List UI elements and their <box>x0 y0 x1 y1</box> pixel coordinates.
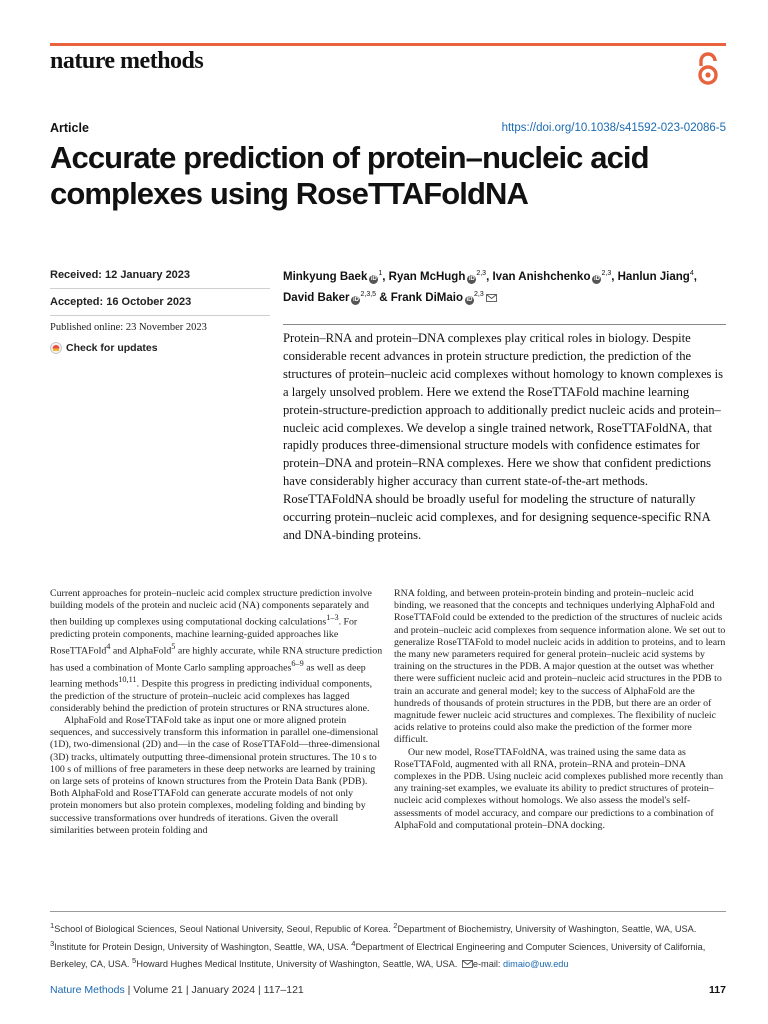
header-rule <box>50 43 726 46</box>
article-dates <box>50 262 270 354</box>
orcid-icon[interactable]: iD <box>466 296 473 303</box>
affiliations: $^1$School of Biological Sciences, Seoul National University, Seoul, Republic of Korea. $^2$Department of Biochemistry, University of Washington, Seattle, WA, USA. $^3$Institute for Protein Design, University of Washington, Seattle, WA, USA. $^4$Department of Electrical Engineering and Computer Sciences, University of California, Berkeley, CA, USA. $^5$Howard Hughes Medical Institute, University of Washington, Seattle, WA, USA. e-mail: dimaio@uw.edu <box>50 921 706 970</box>
orcid-icon[interactable]: iD <box>593 275 600 282</box>
citation[interactable]: 1–3 <box>326 613 339 623</box>
check-updates-label: Check for updates <box>66 342 158 354</box>
abstract: Protein–RNA and protein–DNA complexes play critical roles in biology. Despite considerable recent advances in protein structure prediction, the prediction of the structures of protein–nucleic acid complexes without homology to known complexes is a largely unsolved problem. Here we extend the RoseTTAFold machine learning protein-structure-prediction approach to additionally predict nucleic acids and protein–nucleic acid complexes. We develop a single trained network, RoseTTAFoldNA, that rapidly produces three-dimensional structure models with confidence estimates for protein–DNA and protein–RNA complexes. Here we show that confident predictions have considerably higher accuracy than current state-of-the-art methods. RoseTTAFoldNA should be broadly useful for modeling the structure of naturally occurring protein–nucleic acid complexes, and for designing sequence-specific RNA and DNA-binding proteins. <box>283 331 723 542</box>
author-affiliation: 2,3 <box>476 270 487 277</box>
author-separator: , <box>382 270 386 283</box>
author-name: Hanlun Jiang <box>617 270 690 283</box>
page-title <box>50 140 730 212</box>
footer-pages: 117–121 <box>263 984 304 996</box>
author[interactable] <box>389 271 490 283</box>
email-label: e-mail: <box>472 959 504 970</box>
body-paragraph: Current approaches for protein–nucleic acid complex structure prediction involve building models of the protein and nucleic acid (NA) components separately and then building up complexes using computational docking calculations$^{1-3}$. For predicting protein components, machine learning-guided approaches like RoseTTAFold$^4$ and AlphaFold$^5$ are highly accurate, while RNA structure prediction has used a combination of Monte Carlo sampling approaches$^{6-9}$ as well as deep learning methods$^{10,11}$. Despite this progress in predicting individual components, the prediction of the structure of protein–nucleic acid complexes has lagged considerably behind the prediction of protein structures or RNA structures alone. <box>50 588 383 714</box>
email-icon <box>462 960 473 968</box>
doi-link[interactable]: https://doi.org/10.1038/s41592-023-02086-5 <box>501 122 726 134</box>
orcid-icon[interactable]: iD <box>352 296 359 303</box>
published-date: Published online: 23 November 2023 <box>50 322 207 333</box>
author-separator: , <box>486 270 490 283</box>
check-updates-link[interactable] <box>50 342 270 354</box>
journal-name[interactable]: nature methods <box>50 48 204 74</box>
abstract-rule <box>283 324 726 325</box>
article-type: Article <box>50 121 89 135</box>
footer-volume: Volume 21 <box>133 984 183 996</box>
email-icon[interactable] <box>486 294 497 302</box>
body-paragraph: Our new model, RoseTTAFoldNA, was trained using the same data as RoseTTAFold, augmented with all RNA, protein–RNA and protein–DNA complexes in the PDB. Using nucleic acid complexes published more recently than any training-set examples, we evaluate its ability to predict structures of protein–nucleic acid complexes without homologs. We also assess the model's self-assessments of model accuracy, and compare our predictions to a combination of AlphaFold and computational protein–DNA docking. <box>394 746 724 831</box>
author-name: Ivan Anishchenko <box>492 270 591 283</box>
body-paragraph: RNA folding, and between protein-protein binding and protein–nucleic acid binding, we reasoned that the concepts and techniques underlying AlphaFold and RoseTTAFold could be extended to the prediction of the structures of nucleic acids and protein–nucleic acid complexes from sequence information alone. We set out to generalize RoseTTAFold to model nucleic acids in addition to proteins, and to learn the many new parameters required for general protein–nucleic acid systems by training on the structures in the PDB. A major question at the outset was whether there were sufficient nucleic acid and protein–nucleic acid structures in the PDB to train an accurate and general model; key to the success of AlphaFold are the hundreds of thousands of protein structures in the PDB, but there are an order of magnitude fewer nucleic acid structures and complexes. The flexibility of nucleic acids relative to proteins could also make the prediction of the former more difficult. <box>394 588 726 746</box>
title-line: Accurate prediction of protein–nucleic acid <box>50 140 649 175</box>
body-column-right <box>394 588 727 832</box>
received-date: Received: 12 January 2023 <box>50 262 270 289</box>
orcid-icon[interactable]: iD <box>468 275 475 282</box>
accepted-date: Accepted: 16 October 2023 <box>50 289 270 316</box>
author[interactable] <box>283 271 385 283</box>
body-column-left <box>50 588 383 837</box>
citation[interactable]: 6–9 <box>291 658 304 668</box>
author-affiliation: 2,3 <box>473 290 484 298</box>
author[interactable] <box>618 271 697 283</box>
page-footer: Nature Methods | Volume 21 | January 2024 | 117–121 117 <box>50 984 726 996</box>
citation[interactable]: 4 <box>106 642 111 652</box>
affiliation-rule <box>50 911 726 912</box>
open-access-icon <box>696 52 720 86</box>
author-affiliation: 4 <box>689 270 694 277</box>
author-affiliation: 1 <box>378 270 383 277</box>
author-list <box>283 265 733 307</box>
author-separator: & <box>376 291 388 304</box>
author-separator: , <box>693 270 697 283</box>
author-name: Minkyung Baek <box>283 270 368 283</box>
author-name: David Baker <box>283 291 350 304</box>
orcid-icon[interactable]: iD <box>370 275 377 282</box>
author-separator: , <box>611 270 615 283</box>
page-number: 117 <box>709 984 726 996</box>
author-affiliation: 2,3,5 <box>360 290 377 298</box>
body-paragraph: AlphaFold and RoseTTAFold take as input one or more aligned protein sequences, and successively transform this information in parallel one-dimensional (1D), two-dimensional (2D) and—in the case of RoseTTAFold—three-dimensional (3D) tracks, ultimately outputting three-dimensional protein structures. The 10 s to 100 s of millions of free parameters in these deep networks are learned by training on large sets of proteins of known structures from the Protein Data Bank (PDB). Both AlphaFold and RoseTTAFold can generate accurate models of not only protein monomers but also protein complexes, modeling folding and binding by successive transformations over hundreds of iterations. Given the overall similarities between protein folding and <box>50 715 380 836</box>
email-link[interactable]: dimaio@uw.edu <box>503 959 569 970</box>
author-affiliation: 2,3 <box>601 270 612 277</box>
citation[interactable]: 5 <box>171 642 176 652</box>
citation[interactable]: 10,11 <box>118 675 137 685</box>
author-name: Ryan McHugh <box>388 270 466 283</box>
footer-date: January 2024 <box>191 984 256 996</box>
author[interactable] <box>283 292 388 304</box>
check-updates-icon <box>50 342 62 354</box>
title-line: complexes using RoseTTAFoldNA <box>50 176 528 211</box>
author[interactable] <box>492 271 614 283</box>
author[interactable] <box>391 292 497 304</box>
author-name: Frank DiMaio <box>390 291 463 304</box>
footer-journal[interactable]: Nature Methods <box>50 984 125 996</box>
